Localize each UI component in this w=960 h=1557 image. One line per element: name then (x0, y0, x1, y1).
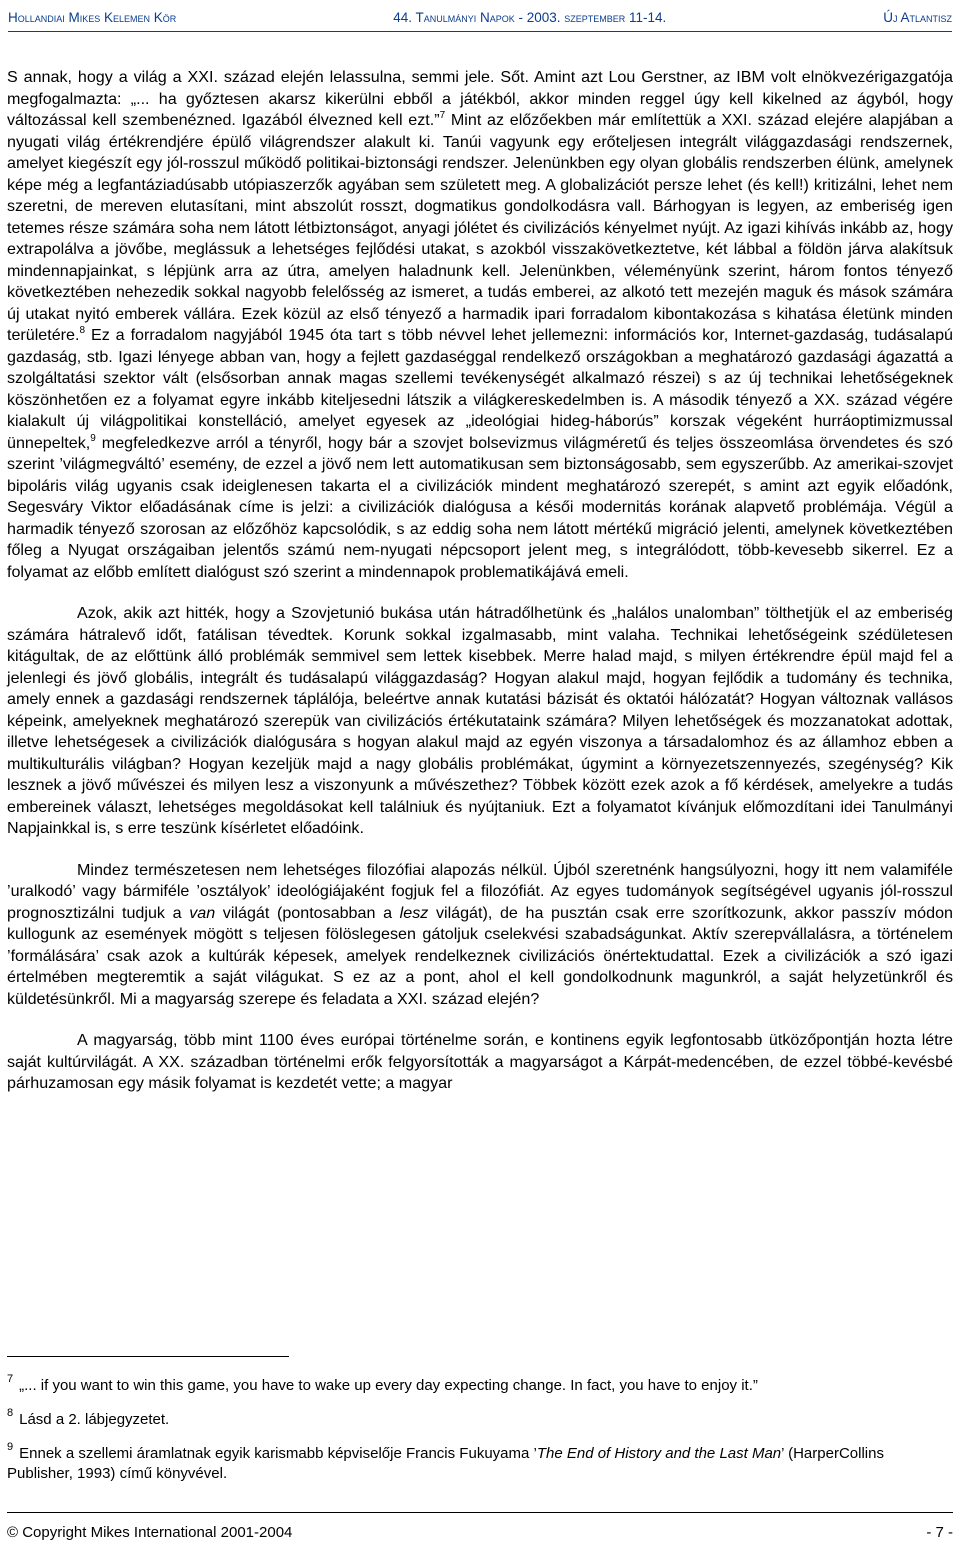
footnote-9 (7, 1441, 953, 1484)
paragraph-4: A magyarság, több mint 1100 éves európai történelme során, e kontinens egyik legfontosabb ütközőpontján hozta létre saját kultúrvilágát. A XX. században történelmi erők felgyorsították a magyarságot a Kárpát-medencében, de ezzel többé-kevésbé párhuzamosan egy másik folyamat is kezdetét vette; a magyar (7, 1031, 953, 1092)
footnote-ref-7[interactable]: 7 (439, 110, 446, 121)
paragraph-3-text-b: világát (pontosabban a (215, 903, 400, 922)
emphasis-lesz: lesz (399, 903, 429, 922)
footnote-number-8: 8 (7, 1407, 14, 1419)
header-center: 44. Tanulmányi Napok - 2003. szeptember 11-14. (393, 9, 667, 25)
footer-separator (7, 1512, 953, 1513)
footnote-9-book-title: The End of History and the Last Man (536, 1445, 782, 1462)
paragraph-2: Azok, akik azt hitték, hogy a Szovjetunió bukása után hátradőlhetünk és „halálos unalomban” tölthetjük el az emberiség számára hátralevő időt, fatálisan tévedtek. Korunk sokkal izgalmasabb, mint valaha. Technikai lehetőségeink szédületesen kitágultak, de az előttünk álló problémák semmivel sem lettek kisebbek. Merre halad majd, s milyen értékrendre épül majd fel a jelenlegi és jövő globális, integrált és tudásalapú világgazdaság? Hogyan alakul majd, hogyan fejlődik a tudomány és technika, amely ennek a gazdasági rendszernek táplálója, beleértve annak kutatási bázisát és oktatói hálózatát? Hogyan változnak vallásos képeink, amelyeknek meghatározó szerepük van civilizációs értékutataink számára? Milyen lehetőségek és mozzanatokat adottak, illetve lehetségesek a civilizációk dialógusára s hogyan alakul majd az egyén viszonya a társadalomhoz és az államhoz ebben a multikulturális világban? Hogyan kezeljük majd a nagy globális problémákat, úgymint a környezetszennyezés, szegénység? Kik lesznek a jövő művészei és milyen lesz a viszonyunk a művészethez? Többek között ezek azok a fő kérdések, amelyekre a tudás embereinek választ, lehetséges megoldásokat kell találniuk és nyújtaniuk. Ezt a folyamatot kívánjuk előmozdítani idei Tanulmányi Napjainkkal is, s erre teszünk kísérletet előadóink. (7, 604, 953, 837)
paragraph-1-text-a: S annak, hogy a világ a XXI. század elején lelassulna, semmi jele. Sőt. Amint azt Lou Gerstner, az IBM volt elnökvezérigazgatója megfogalmazta: „... ha győztesen akarsz kikerülni ebből a játékból, akkor minden reggel úgy kell kikelned az ágyból, hogy változással kell szembenézned. Igazából élvezned kell ezt.” (7, 68, 953, 129)
running-header (8, 6, 952, 32)
footnote-8-text: Lásd a 2. lábjegyzetet. (19, 1411, 170, 1428)
footnote-7 (7, 1373, 953, 1396)
paragraph-1-text-b: Mint az előzőekben már említettük a XXI. század elejére alapjában a nyugati világ értékrendjére épülő világrendszer alakult ki. Tanúi vagyunk egy erőteljesen integrált világgazdasági rendszernek, amelyet kiegészít egy jól-rosszul működő politikai-biztonsági rendszer. Jelenünkben egy olyan globális rendszerben élünk, amelynek képe még a legfantáziadúsabb utópiaszerzők agyában sem született meg. A globalizációt persze lehet (és kell!) kritizálni, lehet nem szeretni, de mereven elutasítani, mint abszolút rosszt, dogmatikus gondolkodásra vall. Bárhogyan is legyen, az emberiség igen tetemes része számára soha nem látott létbiztonságot, anyagi jólétet és civilizációs kényelmet nyújt. Az igazi kihívás inkább az, hogy extrapolálva a jövőbe, meglássuk a lehetséges fejlődési utakat, s azokból visszakövetkeztetve, két lábbal a földön járva alakítsuk mindennapjainkat, s lépjünk arra az útra, amelyen haladnunk kell. Jelenünkben, véleményünk szerint, három fontos tényező következtében nehezedik sokkal nagyobb felelősség az ismeret, a tudás emberei, az alkotó tett mezején maguk és mások számára új utakat nyitó emberek vállára. Ezek közül az első tényező a harmadik ipari forradalom kibontakozása s kihatása életünk minden területére. (7, 111, 953, 344)
footnotes (7, 1373, 953, 1498)
footnote-ref-8[interactable]: 8 (79, 325, 86, 336)
page-footer (7, 1524, 953, 1541)
paragraph-1-text-d: megfeledkezve arról a tényről, hogy bár a szovjet bolsevizmus világméretű és teljes összeomlása örvendetes és szó szerint ’világmegváltó’ esemény, de ezzel a jövő nem lett automatikusan sem biztonságosabb, sem egyszerűbb. Az amerikai-szovjet bipoláris világ ugyanis csak ideiglenesen takarta el a civilizációk mindent meghatározó szerepét, s amint azt egyik előadónk, Segesváry Viktor előadásának címe is jelzi: a civilizációk dialógusa a késői modernitás korának alapvető problémája. Végül a harmadik tényező szorosan az előzőhöz kapcsolódik, s az eddig soha nem látott mértékű migráció jelenti, amelynek következtében főleg a Nyugat országaiban jelentős számú nem-nyugati népcsoport jelent meg, s integrálódott, több-kevesebb sikerrel. Ez a folyamat az előbb említett dialógust szó szerint a mindennapok problematikájává emeli. (7, 433, 953, 581)
footnote-number-7: 7 (7, 1373, 14, 1385)
emphasis-van: van (189, 903, 216, 922)
header-left: Hollandiai Mikes Kelemen Kör (8, 9, 177, 25)
document-body (7, 67, 953, 1095)
paragraph-3-text-c: világát), de ha pusztán csak erre szorítkozunk, akkor passzív módon kullogunk az események mögött s teljesen fölöslegesen gátoljuk cselekvési szabadságunkat. Aktív szerepvállalásra, a történelem ’formálására’ csak azok a kultúrák képesek, amelyek rendelkeznek civilizációs önértektudattal. Ezek a civilizációk a szó igazi értelmében megteremtik a saját világukat. S ez az a pont, ahol el kell gondolkodnunk magunkról, a saját helyzetünkről és küldetésünkről. Mi a magyarság szerepe és feladata a XXI. század elején? (7, 903, 953, 1008)
footnote-ref-9[interactable]: 9 (90, 432, 96, 444)
footnote-number-9: 9 (7, 1441, 14, 1453)
paragraph-1 (7, 67, 953, 583)
header-right: Új Atlantisz (883, 9, 952, 25)
footnote-9-text-a: Ennek a szellemi áramlatnak egyik karismabb képviselője Francis Fukuyama ’ (19, 1445, 537, 1462)
copyright-notice: © Copyright Mikes International 2001-2004 (7, 1524, 293, 1541)
footnote-9-text-b: ’ (HarperCollins Publisher, 1993) című könyvével. (7, 1445, 884, 1482)
footnote-8 (7, 1407, 953, 1430)
paragraph-1-text-c: Ez a forradalom nagyjából 1945 óta tart s több névvel lehet jellemezni: információs kor, Internet-gazdaság, tudásalapú gazdaság, stb. Igazi lényege abban van, hogy a fejlett gazdaséggal rendelkező országokban a meghatározó gazdasági ágazattá a szolgáltatási szektor vált (elsősorban annak magas szellemi tevékenységét alkalmazó részei) s az új technikai lehetőségeknek köszönhetően ez a folyamat egyre inkább kiteljesedni látszik a világkereskedelmben is. A második tényező a XX. század végére kialakult új világpolitikai konstelláció, amelyet egyesek az „ideológiai hideg-háborús” korszak végeként hurráoptimizmussal ünnepeltek, (7, 326, 953, 452)
footnote-separator (7, 1356, 289, 1357)
page-number: - 7 - (926, 1524, 953, 1541)
paragraph-3 (7, 860, 953, 1011)
paragraph-3-text-a: Mindez természetesen nem lehetséges filozófiai alapozás nélkül. Újból szeretnénk hangsúlyozni, hogy itt nem valamiféle ’uralkodó’ vagy bármiféle ’osztályok’ ideológiájaként fogjuk fel a filozófiát. Az egyes tudományok segítségével ugyanis jól-rosszul prognosztizálni tudjuk a (7, 860, 953, 922)
footnote-7-text: „... if you want to win this game, you have to wake up every day expecting change. In fact, you have to enjoy it.” (19, 1377, 758, 1394)
